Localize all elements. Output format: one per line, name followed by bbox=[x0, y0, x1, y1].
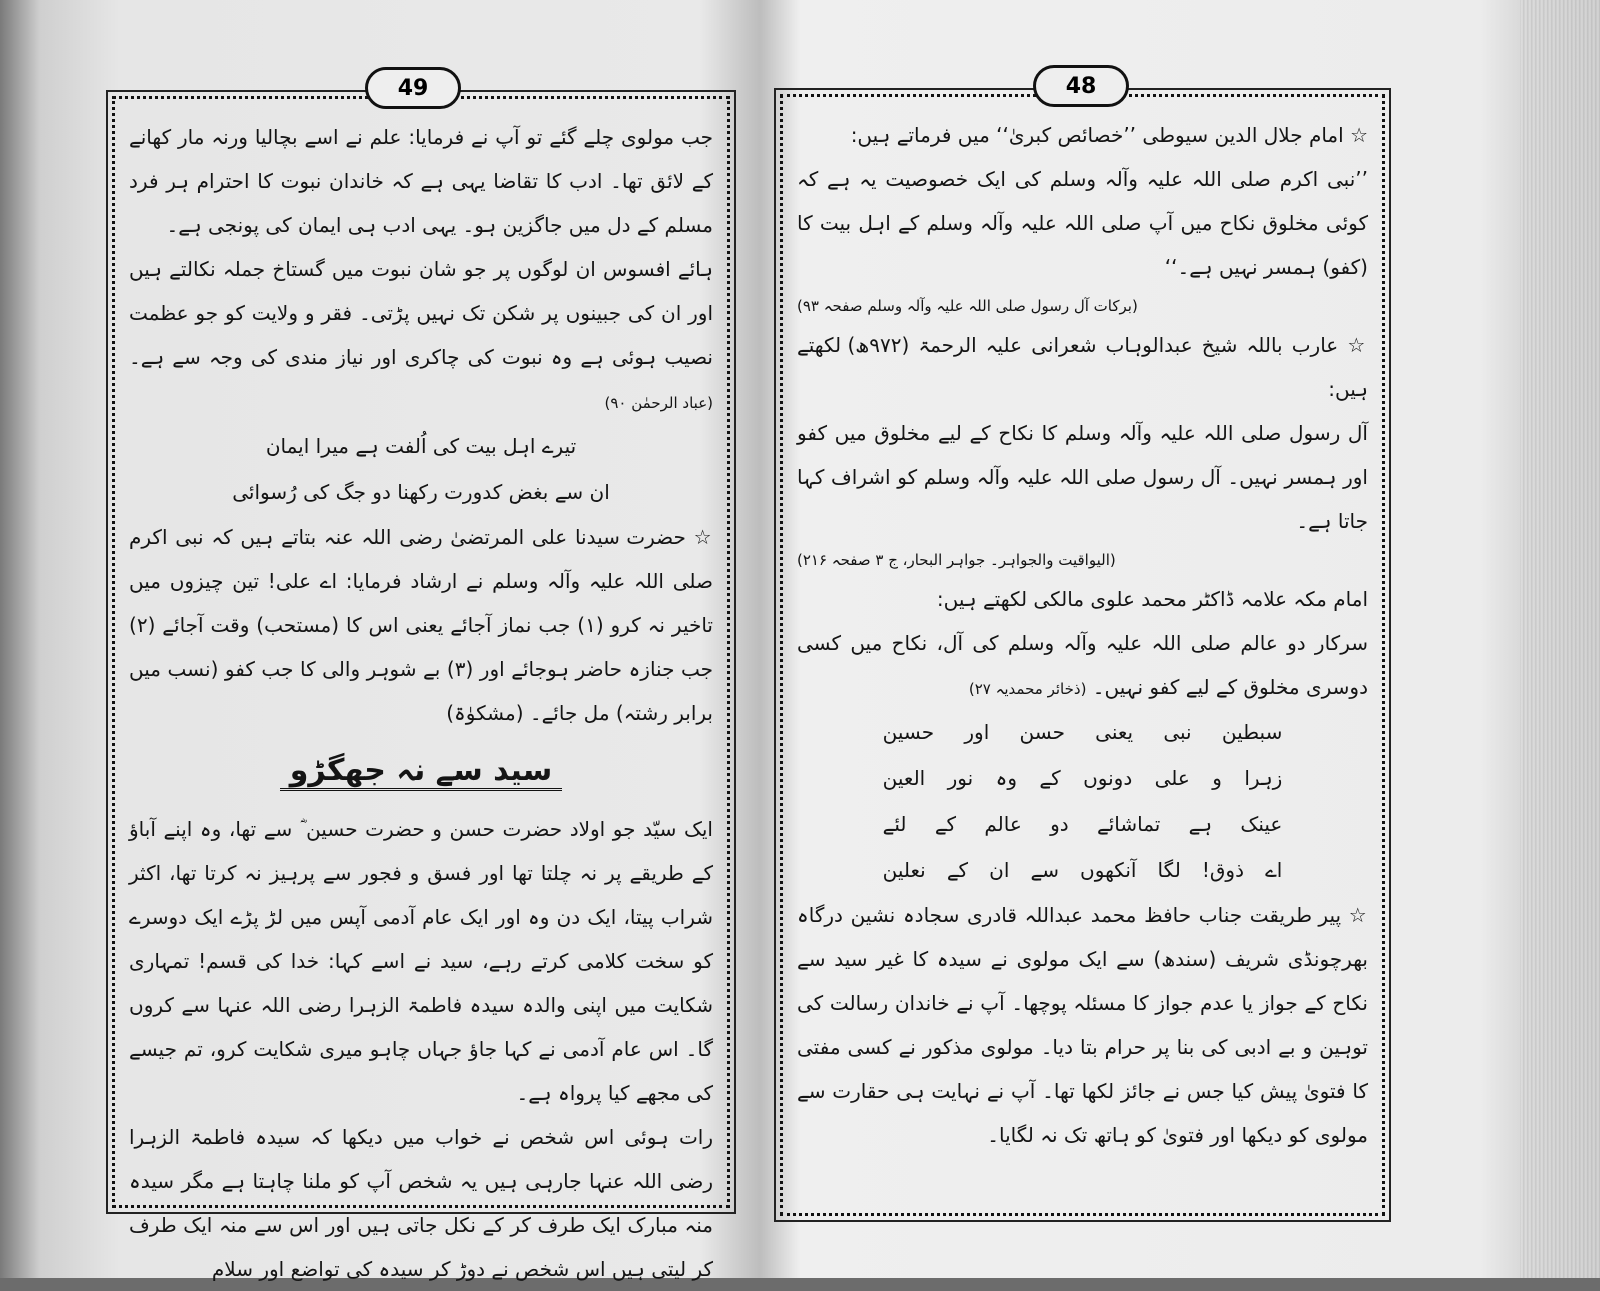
verse-line: ان سے بغض کدورت رکھنا دو جگ کی رُسوائی bbox=[232, 480, 610, 504]
verse-line: زہرا و علی دونوں کے وہ نور العین bbox=[882, 766, 1283, 790]
paragraph: ہائے افسوس ان لوگوں پر جو شان نبوت میں گستاخ جملہ نکالتے ہیں اور ان کی جبینوں پر شکن تک نہیں پڑتی۔ فقر و ولایت کو جو عظمت نصیب ہوئی ہے وہ نبوت کی چاکری اور نیاز مندی کی وجہ سے ہے۔ (عباد الرحمٰن ۹۰) bbox=[129, 257, 713, 412]
star-icon: ☆ bbox=[1347, 333, 1369, 357]
verse-line: عینک ہے تماشائے دو عالم کے لئے bbox=[882, 812, 1283, 836]
paragraph: جب مولوی چلے گئے تو آپ نے فرمایا: علم نے اسے بچالیا ورنہ مار کھانے کے لائق تھا۔ ادب کا تقاضا یہی ہے کہ خاندان نبوت کا احترام ہر فرد مسلم کے دل میں جاگزین ہو۔ یہی ادب ہی ایمان کی پونجی ہے۔ bbox=[129, 125, 713, 237]
citation: (عباد الرحمٰن ۹۰) bbox=[604, 394, 713, 412]
star-icon: ☆ bbox=[693, 525, 713, 549]
verse-line: تیرے اہل بیت کی اُلفت ہے میرا ایمان bbox=[265, 434, 577, 458]
paragraph: ☆ عارب باللہ شیخ عبدالوہاب شعرانی علیہ الرحمۃ (۹۷۲ھ) لکھتے ہیں: bbox=[797, 333, 1369, 401]
right-page-text bbox=[797, 113, 1368, 1203]
star-icon: ☆ bbox=[1350, 123, 1368, 147]
citation: (برکات آل رسول صلی اللہ علیہ وآلہ وسلم صفحہ ۹۳) bbox=[797, 297, 1138, 315]
citation: (ذخائر محمدیہ ۲۷) bbox=[968, 680, 1087, 698]
left-page bbox=[112, 75, 730, 1281]
quote: سرکار دو عالم صلی اللہ علیہ وآلہ وسلم کی آل، نکاح میں کسی دوسری مخلوق کے لیے کفو نہیں۔ (ذخائر محمدیہ ۲۷) bbox=[797, 631, 1368, 699]
star-icon: ☆ bbox=[1348, 903, 1368, 927]
paragraph: ☆ حضرت سیدنا علی المرتضیٰ رضی اللہ عنہ بتاتے ہیں کہ نبی اکرم صلی اللہ علیہ وآلہ وسلم نے ارشاد فرمایا: اے علی! تین چیزوں میں تاخیر نہ کرو (۱) جب نماز آجائے یعنی اس کا (مستحب) وقت آجائے (۲) جب جنازہ حاضر ہوجائے اور (۳) بے شوہر والی کا جب کفو (نسب میں برابر رشتہ) مل جائے۔ (مشکوٰۃ) bbox=[129, 525, 713, 725]
paragraph: رات ہوئی اس شخص نے خواب میں دیکھا کہ سیدہ فاطمۃ الزہرا رضی اللہ عنہا جارہی ہیں یہ شخص آپ کو ملنا چاہتا ہے مگر سیدہ منہ مبارک ایک طرف کر کے نکل جاتی ہیں اور اس سے منہ ایک طرف کر لیتی ہیں اس شخص نے دوڑ کر سیدہ کی تواضع اور سلام bbox=[129, 1125, 713, 1281]
page-number-badge: 48 bbox=[1033, 65, 1129, 107]
left-page-text bbox=[129, 115, 713, 1281]
paragraph: ☆ پیر طریقت جناب حافظ محمد عبداللہ قادری سجادہ نشین درگاہ بھرچونڈی شریف (سندھ) سے ایک مولوی نے سیدہ کا غیر سید سے نکاح کے جواز یا عدم جواز کا مسئلہ پوچھا۔ آپ نے خاندان رسالت کی توہین و بے ادبی کی بنا پر حرام بتا دیا۔ مولوی مذکور نے کسی مفتی کا فتویٰ پیش کیا جس نے جائز لکھا تھا۔ آپ نے نہایت ہی حقارت سے مولوی کو دیکھا اور فتویٰ کو ہاتھ تک نہ لگایا۔ bbox=[797, 903, 1368, 1147]
citation: (الیواقیت والجواہر۔ جواہر البحار، ج ۳ صفحہ ۲۱۶) bbox=[797, 551, 1116, 569]
quote: ’’نبی اکرم صلی اللہ علیہ وآلہ وسلم کی ایک خصوصیت یہ ہے کہ کوئی مخلوق نکاح میں آپ صلی اللہ علیہ وآلہ وسلم کے اہل بیت کا (کفو) ہمسر نہیں ہے۔‘‘ bbox=[797, 167, 1368, 279]
page-number-badge: 49 bbox=[365, 67, 461, 109]
page-edges bbox=[1520, 0, 1600, 1278]
paragraph: امام مکہ علامہ ڈاکٹر محمد علوی مالکی لکھتے ہیں: bbox=[936, 587, 1368, 611]
section-heading: سید سے نہ جھگڑو bbox=[129, 741, 713, 801]
paragraph: ایک سیّد جو اولاد حضرت حسن و حضرت حسین ؓ سے تھا، وہ اپنے آباؤ کے طریقے پر نہ چلتا تھا اور فسق و فجور سے پرہیز نہ کرتا تھا، اکثر شراب پیتا، ایک دن وہ اور ایک عام آدمی آپس میں لڑ پڑے ایک دوسرے کو سخت کلامی کرتے رہے، سید نے اسے کہا: خدا کی قسم! تمہاری شکایت میں اپنی والدہ سیدہ فاطمۃ الزہرا رضی اللہ عنہا سے کروں گا۔ اس عام آدمی نے کہا جاؤ جہاں چاہو میری شکایت کرو، تم جیسے کی مجھے کیا پرواہ ہے۔ bbox=[129, 817, 713, 1105]
verse-line: سبطین نبی یعنی حسن اور حسین bbox=[882, 720, 1283, 744]
quote: آل رسول صلی اللہ علیہ وآلہ وسلم کا نکاح کے لیے مخلوق میں کفو اور ہمسر نہیں۔ آل رسول صلی اللہ علیہ وآلہ وسلم کو اشراف کہا جاتا ہے۔ bbox=[797, 421, 1368, 533]
right-page bbox=[780, 73, 1385, 1216]
paragraph: ☆ امام جلال الدین سیوطی ’’خصائص کبریٰ‘‘ میں فرماتے ہیں: bbox=[850, 123, 1368, 147]
verse-line: اے ذوق! لگا آنکھوں سے ان کے نعلین bbox=[882, 858, 1283, 882]
